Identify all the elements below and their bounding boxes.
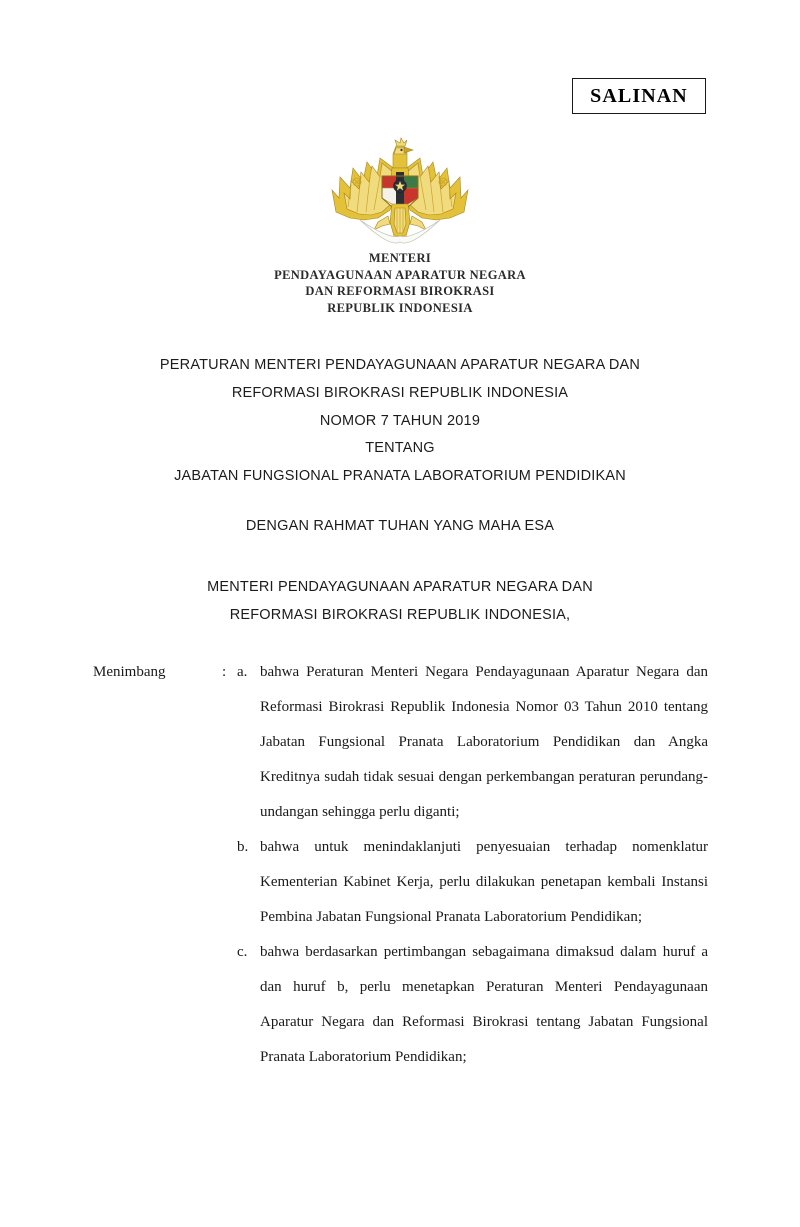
considering-text-c: bahwa berdasarkan pertimbangan sebagaimana dimaksud dalam huruf a dan huruf b, perlu menetapkan Peraturan Menteri Pendayagunaan Aparatur Negara dan Reformasi Birokrasi tentang Jabatan Fungsional Pranata Laboratorium Pendidikan;: [260, 944, 708, 1065]
considering-marker-c: c.: [237, 944, 248, 960]
authority-line-1: MENTERI PENDAYAGUNAAN APARATUR NEGARA DAN: [207, 579, 593, 595]
ministry-header: [0, 250, 800, 316]
considering-marker-b: b.: [237, 839, 249, 855]
regulation-title-block: [60, 352, 740, 491]
considering-label: Menimbang: [93, 664, 166, 680]
considering-colon: :: [222, 664, 227, 680]
considering-marker-a: a.: [237, 664, 248, 680]
regulation-number: NOMOR 7 TAHUN 2019: [319, 412, 481, 429]
ministry-header-line-1: MENTERI: [368, 251, 432, 265]
ministry-header-line-3: DAN REFORMASI BIROKRASI: [305, 284, 495, 298]
considering-item: [93, 935, 708, 1075]
regulation-subject: JABATAN FUNGSIONAL PRANATA LABORATORIUM PENDIDIKAN: [174, 468, 626, 485]
considering-text-b: bahwa untuk menindaklanjuti penyesuaian terhadap nomenklatur Kementerian Kabinet Kerja, perlu dilakukan penetapan kembali Instansi Pembina Jabatan Fungsional Pranata Laboratorium Pendidikan;: [260, 839, 708, 925]
title-line-2: REFORMASI BIROKRASI REPUBLIK INDONESIA: [231, 384, 569, 401]
considering-item: [93, 830, 708, 935]
rahmat-line: DENGAN RAHMAT TUHAN YANG MAHA ESA: [245, 518, 555, 534]
emblem-container: [0, 136, 800, 248]
authority-line-2: REFORMASI BIROKRASI REPUBLIK INDONESIA,: [229, 606, 571, 623]
title-line-1: PERATURAN MENTERI PENDAYAGUNAAN APARATUR NEGARA DAN: [159, 357, 641, 373]
ministry-header-line-4: REPUBLIK INDONESIA: [327, 300, 473, 315]
considering-section: [93, 655, 708, 1075]
ministry-header-line-2: PENDAYAGUNAAN APARATUR NEGARA: [274, 267, 526, 282]
considering-item: [93, 655, 708, 830]
salinan-stamp-label: SALINAN: [590, 85, 688, 107]
tentang-keyword: TENTANG: [365, 440, 435, 457]
garuda-pancasila-emblem: [330, 136, 470, 248]
considering-text-a: bahwa Peraturan Menteri Negara Pendayagunaan Aparatur Negara dan Reformasi Birokrasi Republik Indonesia Nomor 03 Tahun 2010 tentang Jabatan Fungsional Pranata Laboratorium Pendidikan dan Angka Kreditnya sudah tidak sesuai dengan perkembangan peraturan perundang-undangan sehingga perlu diganti;: [260, 664, 708, 820]
salinan-stamp-box: [572, 78, 706, 114]
issuing-authority-block: [0, 574, 800, 630]
